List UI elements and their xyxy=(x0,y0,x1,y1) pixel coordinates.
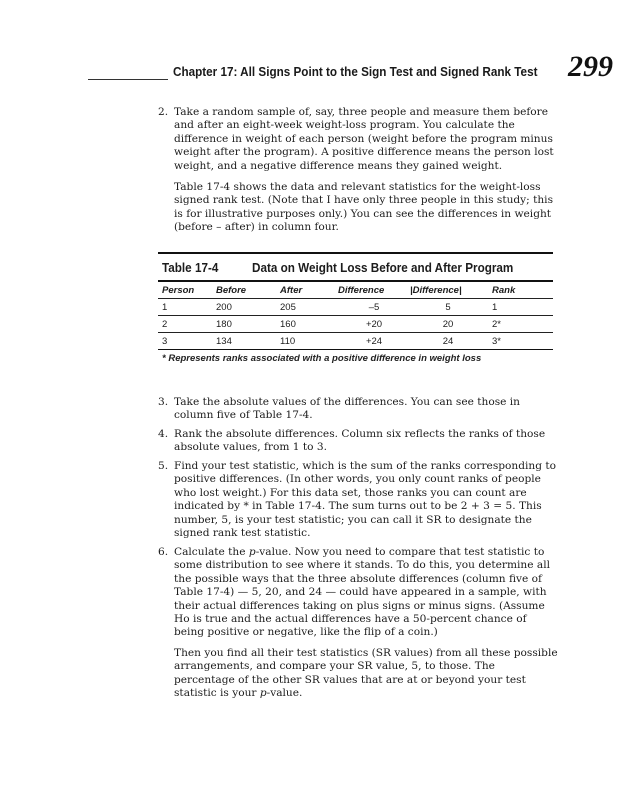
table-title: Data on Weight Loss Before and After Program xyxy=(252,260,514,275)
final-paragraph xyxy=(174,647,558,701)
table-cell: 110 xyxy=(280,333,338,350)
table-cell: 180 xyxy=(216,316,280,333)
step-3 xyxy=(158,396,558,423)
table-row xyxy=(158,299,553,316)
step-text: Take a random sample of, say, three people and measure them before and after an eight-week weight-loss program. You calculate the difference in weight of each person (weight before the program minus weight after the program). A positive difference means the person lost weight, and a negative difference means they gained weight. xyxy=(174,106,554,172)
chapter-title: Chapter 17: All Signs Point to the Sign Test and Signed Rank Test xyxy=(173,64,538,79)
step-5 xyxy=(158,460,558,540)
table-cell: –5 xyxy=(338,299,410,316)
table-row xyxy=(158,316,553,333)
table-cell: 5 xyxy=(410,299,486,316)
table-caption xyxy=(158,254,553,280)
step-number: 5. xyxy=(158,460,169,472)
table-cell: 3* xyxy=(486,333,553,350)
col-header: After xyxy=(280,282,338,299)
final-paragraph-end: -value. xyxy=(266,687,303,700)
step-text xyxy=(174,546,558,640)
step-text-rest: -value. Now you need to compare that test statistic to some distribution to see where it stands. To do this, you determine all the possible ways that the three absolute differences (column five of Table 17-4) — 5, 20, and 24 — could have appeared in a sample, with their actual differences taking on plus signs or minus signs. (Assume Ho is true and the actual differences have a 50-percent chance of being positive or negative, like the flip of a coin.) xyxy=(174,546,550,639)
table-cell: 24 xyxy=(410,333,486,350)
table-header-row xyxy=(158,282,553,299)
p-value-term: p xyxy=(248,546,256,558)
table-cell: 20 xyxy=(410,316,486,333)
table-intro-paragraph: Table 17-4 shows the data and relevant statistics for the weight-loss signed rank test. (Note that I have only three people in this study; this is for illustrative purposes only.) You can see the differences in weight (before – after) in column four. xyxy=(174,181,554,234)
col-header: |Difference| xyxy=(410,282,486,299)
table-cell: 134 xyxy=(216,333,280,350)
table-cell: 1 xyxy=(486,299,553,316)
table-label: Table 17-4 xyxy=(162,260,219,275)
table-cell: 2* xyxy=(486,316,553,333)
step-text: Find your test statistic, which is the sum of the ranks corresponding to positive differences. (In other words, you only count ranks of people who lost weight.) For this data set, those ranks you can count are indicated by * in Table 17-4. The sum turns out to be 2 + 3 = 5. This number, 5, is your test statistic; you can call it SR to designate the signed rank test statistic. xyxy=(174,460,557,540)
col-header: Difference xyxy=(338,282,410,299)
final-paragraph-text: Then you find all their test statistics (SR values) from all these possible arrangements, and compare your SR value, 5, to those. The percentage of the other SR values that are at or beyond your test statistic is your xyxy=(174,647,558,700)
p-value-term: p xyxy=(259,687,267,700)
table-row xyxy=(158,333,553,350)
table-cell: 1 xyxy=(158,299,216,316)
table-cell: +24 xyxy=(338,333,410,350)
table-cell: 200 xyxy=(216,299,280,316)
col-header: Person xyxy=(158,282,216,299)
step-text-lead: Calculate the xyxy=(174,546,249,558)
table-cell: 2 xyxy=(158,316,216,333)
page-number: 299 xyxy=(568,50,613,83)
col-header: Before xyxy=(216,282,280,299)
step-6 xyxy=(158,546,558,640)
step-text: Take the absolute values of the differences. You can see those in column five of Table 17-4. xyxy=(174,396,520,422)
table-footnote: * Represents ranks associated with a positive difference in weight loss xyxy=(162,353,482,364)
step-number: 3. xyxy=(158,396,169,408)
step-2 xyxy=(158,106,558,173)
step-4 xyxy=(158,428,558,455)
table-cell: 3 xyxy=(158,333,216,350)
data-table xyxy=(158,252,553,364)
step-number: 4. xyxy=(158,428,169,440)
step-text: Rank the absolute differences. Column six reflects the ranks of those absolute values, from 1 to 3. xyxy=(174,428,546,454)
step-number: 6. xyxy=(158,546,169,558)
table-cell: 160 xyxy=(280,316,338,333)
table-cell: 205 xyxy=(280,299,338,316)
step-number: 2. xyxy=(158,106,169,118)
header-rule xyxy=(88,79,168,80)
table-cell: +20 xyxy=(338,316,410,333)
table-grid xyxy=(158,282,553,350)
col-header: Rank xyxy=(486,282,553,299)
